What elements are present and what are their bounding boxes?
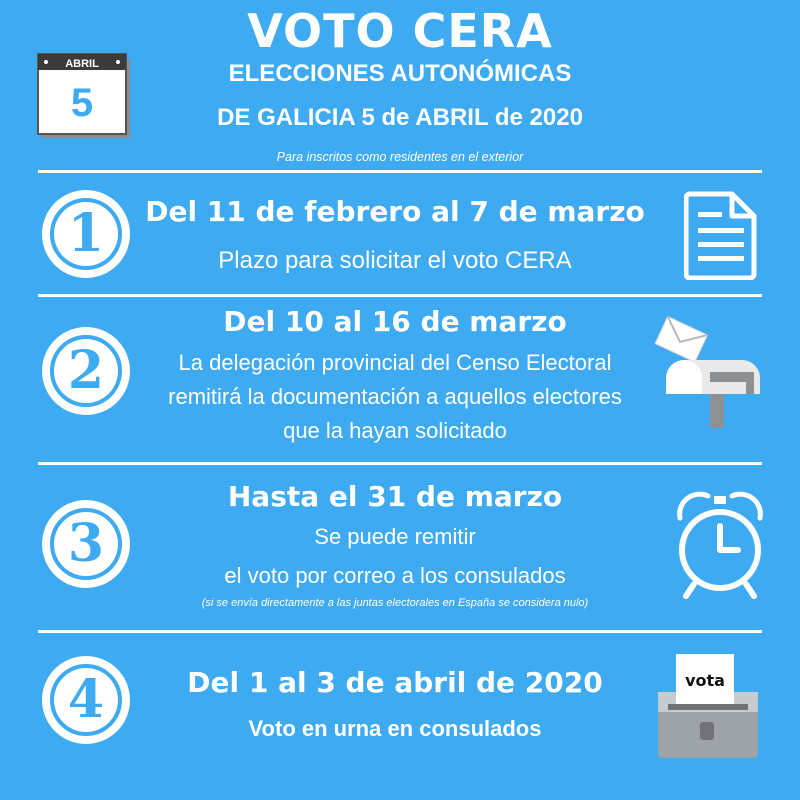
step-1-heading: Del 11 de febrero al 7 de marzo	[145, 195, 645, 228]
ballot-box-icon	[654, 650, 762, 760]
step-3-text-line-2: el voto por correo a los consulados	[224, 563, 566, 588]
step-3-number-badge	[42, 500, 130, 588]
ballot-label: vota	[685, 671, 725, 690]
step-4-text: Voto en urna en consulados	[248, 716, 542, 741]
divider	[38, 630, 762, 633]
calendar-month: ABRIL	[65, 58, 99, 70]
step-3-text-line-1: Se puede remitir	[314, 524, 476, 549]
step-4-heading: Del 1 al 3 de abril de 2020	[187, 666, 603, 699]
document-icon	[684, 190, 760, 280]
mailbox-icon	[650, 312, 766, 432]
alarm-clock-icon	[672, 488, 768, 604]
step-4-number: 4	[54, 668, 118, 732]
step-2-text-line-3: que la hayan solicitado	[283, 418, 507, 443]
step-2-heading: Del 10 al 16 de marzo	[223, 305, 567, 338]
step-1-number-badge	[42, 190, 130, 278]
step-2-number: 2	[54, 339, 118, 403]
divider	[38, 294, 762, 297]
tagline: Para inscritos como residentes en el exterior	[276, 150, 524, 164]
calendar-day: 5	[70, 81, 94, 125]
step-2-number-badge	[42, 327, 130, 415]
step-1-text: Plazo para solicitar el voto CERA	[218, 247, 572, 274]
step-3-heading: Hasta el 31 de marzo	[227, 480, 563, 513]
step-2-text-line-2: remitirá la documentación a aquellos electores	[168, 384, 622, 409]
step-2-text-line-1: La delegación provincial del Censo Electoral	[178, 350, 612, 375]
divider	[38, 170, 762, 173]
step-3-number: 3	[54, 512, 118, 576]
subtitle-line-1: ELECCIONES AUTONÓMICAS	[228, 60, 572, 87]
divider	[38, 462, 762, 465]
subtitle-line-2: DE GALICIA 5 de ABRIL de 2020	[217, 104, 583, 131]
page-title: VOTO CERA	[247, 4, 553, 58]
calendar-icon	[36, 50, 132, 140]
step-1-number: 1	[54, 202, 118, 266]
step-4-number-badge	[42, 656, 130, 744]
step-3-note: (si se envía directamente a las juntas electorales en España se considera nulo)	[201, 597, 589, 609]
